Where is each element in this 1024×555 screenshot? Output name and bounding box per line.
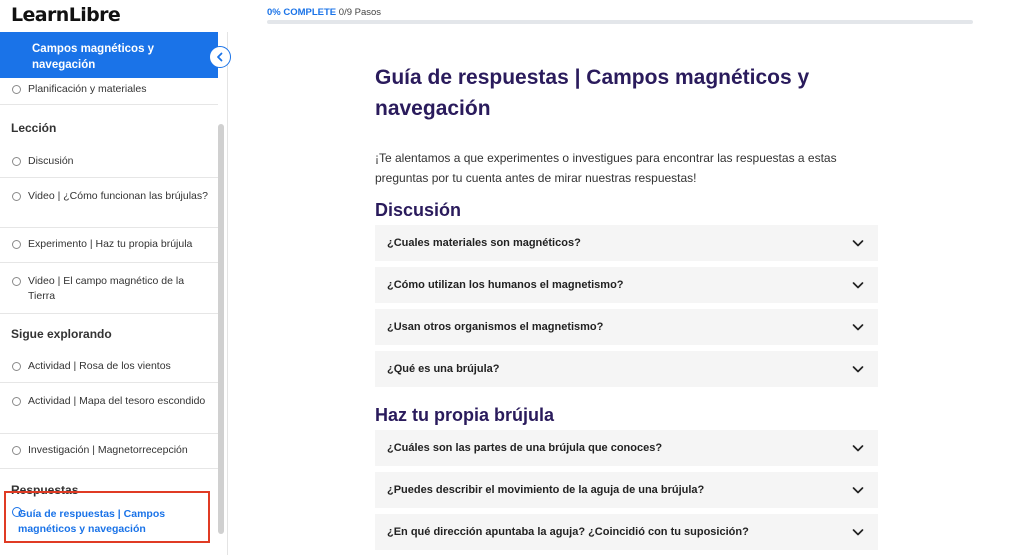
chevron-down-icon bbox=[850, 524, 866, 540]
progress-percent: 0% COMPLETE bbox=[267, 7, 337, 18]
sidebar-item[interactable] bbox=[0, 263, 218, 314]
sidebar-item-label: Video | El campo magnético de la Tierra bbox=[28, 275, 185, 302]
sidebar-item-label: Guía de respuestas | Campos magnéticos y navegación bbox=[18, 508, 166, 535]
sidebar-scrollbar[interactable] bbox=[218, 124, 224, 534]
circle-icon bbox=[12, 240, 21, 249]
chevron-down-icon bbox=[850, 482, 866, 498]
section-title: Discusión bbox=[375, 200, 462, 220]
circle-icon bbox=[12, 362, 21, 371]
progress-steps: 0/9 Pasos bbox=[338, 7, 382, 18]
sidebar-item-label: Video | ¿Cómo funcionan las brújulas? bbox=[28, 190, 208, 202]
logo[interactable]: LearnLibre bbox=[11, 4, 121, 26]
faq-question: ¿Usan otros organismos el magnetismo? bbox=[387, 321, 604, 333]
faq-item[interactable] bbox=[375, 472, 878, 508]
faq-question: ¿Cuáles son las partes de una brújula que conoces? bbox=[387, 442, 663, 454]
circle-icon bbox=[12, 157, 21, 166]
sidebar-lesson-list bbox=[0, 78, 218, 505]
circle-icon bbox=[12, 397, 21, 406]
circle-icon bbox=[12, 192, 21, 201]
chevron-down-icon bbox=[850, 440, 866, 456]
sidebar-section-heading: Lección bbox=[11, 121, 57, 135]
section-title: Haz tu propia brújula bbox=[375, 405, 555, 425]
faq-item[interactable] bbox=[375, 309, 878, 345]
sidebar-item-label: Investigación | Magnetorrecepción bbox=[28, 444, 188, 456]
sidebar-item[interactable] bbox=[0, 228, 218, 263]
course-sidebar bbox=[0, 32, 228, 555]
sidebar-item[interactable] bbox=[0, 434, 218, 469]
chevron-down-icon bbox=[850, 361, 866, 377]
main-content bbox=[229, 32, 1024, 555]
progress-bar bbox=[267, 20, 973, 24]
sidebar-item-label: Planificación y materiales bbox=[28, 83, 147, 95]
progress-label bbox=[267, 7, 381, 18]
faq-question: ¿Cómo utilizan los humanos el magnetismo? bbox=[387, 279, 624, 291]
sidebar-item-label: Actividad | Mapa del tesoro escondido bbox=[28, 395, 206, 407]
sidebar-item-active[interactable] bbox=[4, 491, 210, 543]
faq-item[interactable] bbox=[375, 225, 878, 261]
top-bar bbox=[0, 0, 1024, 30]
page-title: Guía de respuestas | Campos magnéticos y navegación bbox=[375, 66, 810, 120]
sidebar-item[interactable] bbox=[0, 145, 218, 178]
sidebar-item[interactable] bbox=[0, 350, 218, 383]
sidebar-section-heading: Sigue explorando bbox=[11, 327, 112, 341]
sidebar-item-label: Experimento | Haz tu propia brújula bbox=[28, 238, 193, 250]
faq-question: ¿Qué es una brújula? bbox=[387, 363, 500, 375]
chevron-down-icon bbox=[850, 319, 866, 335]
faq-item[interactable] bbox=[375, 514, 878, 550]
circle-icon bbox=[12, 85, 21, 94]
chevron-left-icon bbox=[215, 52, 225, 62]
sidebar-item[interactable] bbox=[0, 78, 218, 105]
chevron-down-icon bbox=[850, 277, 866, 293]
sidebar-item[interactable] bbox=[0, 383, 218, 434]
faq-question: ¿Cuales materiales son magnéticos? bbox=[387, 237, 581, 249]
circle-icon bbox=[12, 277, 21, 286]
collapse-sidebar-button[interactable] bbox=[209, 46, 231, 68]
sidebar-item-label: Discusión bbox=[28, 155, 74, 167]
faq-item[interactable] bbox=[375, 430, 878, 466]
faq-item[interactable] bbox=[375, 267, 878, 303]
faq-question: ¿Puedes describir el movimiento de la aguja de una brújula? bbox=[387, 484, 705, 496]
sidebar-course-title: Campos magnéticos y navegación bbox=[0, 32, 218, 78]
sidebar-section-heading: Respuestas bbox=[11, 483, 79, 497]
faq-item[interactable] bbox=[375, 351, 878, 387]
sidebar-item[interactable] bbox=[0, 178, 218, 228]
faq-question: ¿En qué dirección apuntaba la aguja? ¿Coincidió con tu suposición? bbox=[387, 526, 749, 538]
intro-text: ¡Te alentamos a que experimentes o investigues para encontrar las respuestas a estas preguntas por tu cuenta antes de mirar nuestras respuestas! bbox=[375, 151, 837, 185]
sidebar-item-label: Actividad | Rosa de los vientos bbox=[28, 360, 171, 372]
circle-icon bbox=[12, 446, 21, 455]
chevron-down-icon bbox=[850, 235, 866, 251]
